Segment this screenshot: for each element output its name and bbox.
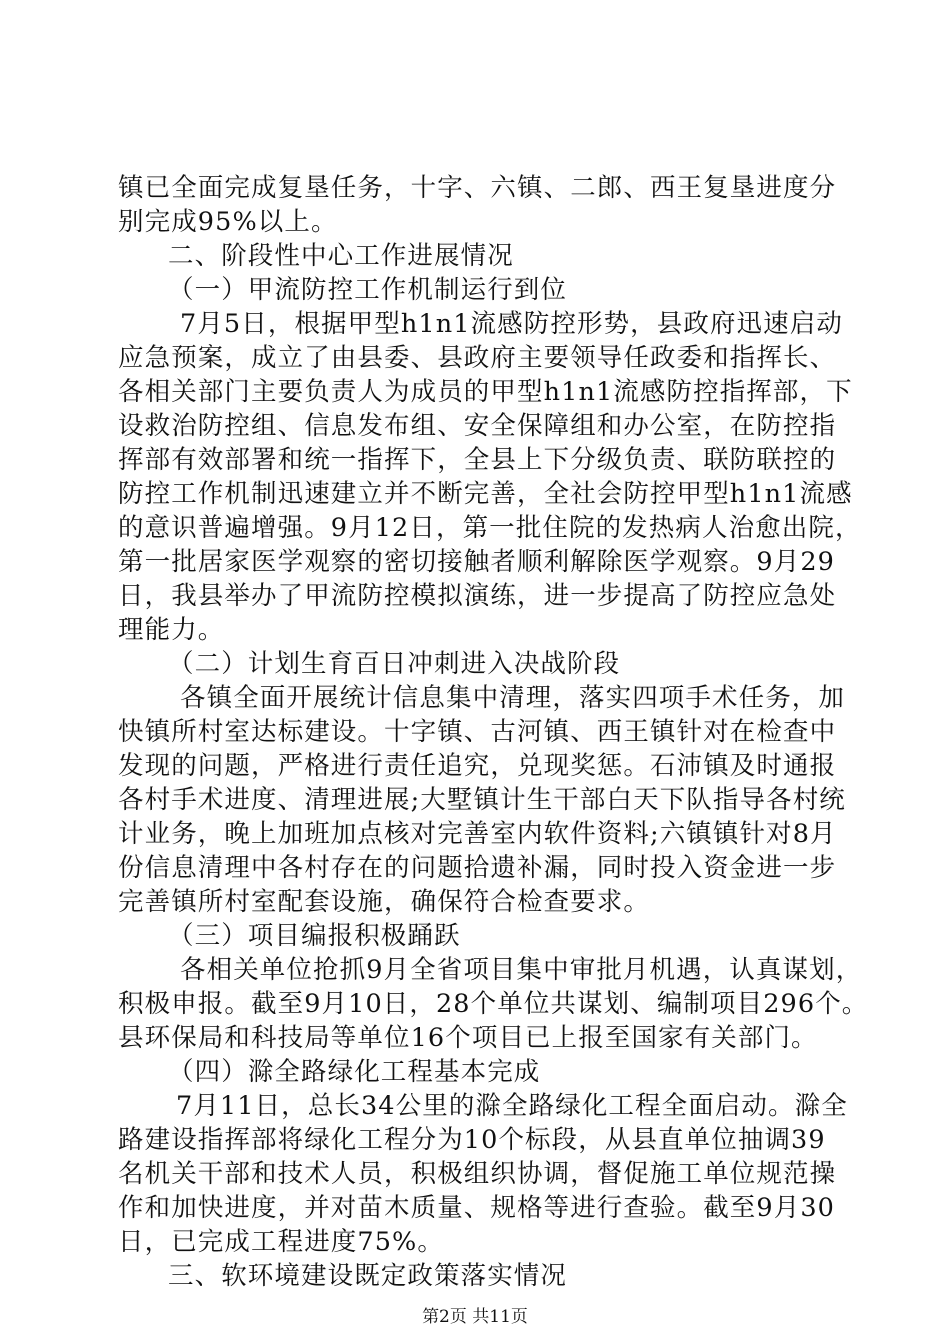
text-line: 理能力。	[118, 615, 225, 645]
text-line: 第一批居家医学观察的密切接触者顺利解除医学观察。9月29	[118, 547, 835, 577]
text-line: 名机关干部和技术人员，积极组织协调，督促施工单位规范操	[118, 1159, 837, 1189]
text-line: 防控工作机制迅速建立并不断完善，全社会防控甲型h1n1流感	[118, 479, 853, 509]
text-line: 快镇所村室达标建设。十字镇、古河镇、西王镇针对在检查中	[118, 717, 837, 747]
text-line: 的意识普遍增强。9月12日，第一批住院的发热病人治愈出院，	[118, 513, 862, 543]
section-heading: 三、软环境建设既定政策落实情况	[168, 1261, 568, 1291]
text-line: 各村手术进度、清理进展;大墅镇计生干部白天下队指导各村统	[118, 785, 846, 815]
text-line: 挥部有效部署和统一指挥下，全县上下分级负责、联防联控的	[118, 445, 837, 475]
subsection-heading: （四）滁全路绿化工程基本完成	[168, 1057, 541, 1087]
text-line: 计业务，晚上加班加点核对完善室内软件资料;六镇镇针对8月	[118, 819, 837, 849]
text-line: 7月11日，总长34公里的滁全路绿化工程全面启动。滁全	[176, 1091, 848, 1121]
text-line: 应急预案，成立了由县委、县政府主要领导任政委和指挥长、	[118, 343, 837, 373]
text-line: 作和加快进度，并对苗木质量、规格等进行查验。截至9月30	[118, 1193, 835, 1223]
text-line: 日，我县举办了甲流防控模拟演练，进一步提高了防控应急处	[118, 581, 837, 611]
text-line: 完善镇所村室配套设施，确保符合检查要求。	[118, 887, 651, 917]
text-line: 各镇全面开展统计信息集中清理，落实四项手术任务，加	[180, 683, 846, 713]
text-line: 各相关部门主要负责人为成员的甲型h1n1流感防控指挥部，下	[118, 377, 853, 407]
subsection-heading: （三）项目编报积极踊跃	[168, 921, 461, 951]
text-line: 县环保局和科技局等单位16个项目已上报至国家有关部门。	[118, 1023, 818, 1053]
subsection-heading: （一）甲流防控工作机制运行到位	[168, 275, 568, 305]
text-line: 各相关单位抢抓9月全省项目集中审批月机遇，认真谋划，	[180, 955, 863, 985]
text-line: 日，已完成工程进度75%。	[118, 1227, 444, 1257]
text-line: 镇已全面完成复垦任务，十字、六镇、二郎、西王复垦进度分	[118, 173, 837, 203]
text-line: 设救治防控组、信息发布组、安全保障组和办公室，在防控指	[118, 411, 837, 441]
text-line: 积极申报。截至9月10日，28个单位共谋划、编制项目296个。	[118, 989, 869, 1019]
text-line: 发现的问题，严格进行责任追究，兑现奖惩。石沛镇及时通报	[118, 751, 837, 781]
text-line: 路建设指挥部将绿化工程分为10个标段，从县直单位抽调39	[118, 1125, 826, 1155]
subsection-heading: （二）计划生育百日冲刺进入决战阶段	[168, 649, 621, 679]
text-line: 别完成95%以上。	[118, 207, 338, 237]
page-number-footer: 第2页 共11页	[422, 1307, 528, 1327]
section-heading: 二、阶段性中心工作进展情况	[168, 241, 514, 271]
text-line: 份信息清理中各村存在的问题拾遗补漏，同时投入资金进一步	[118, 853, 837, 883]
text-line: 7月5日，根据甲型h1n1流感防控形势，县政府迅速启动	[180, 309, 843, 339]
